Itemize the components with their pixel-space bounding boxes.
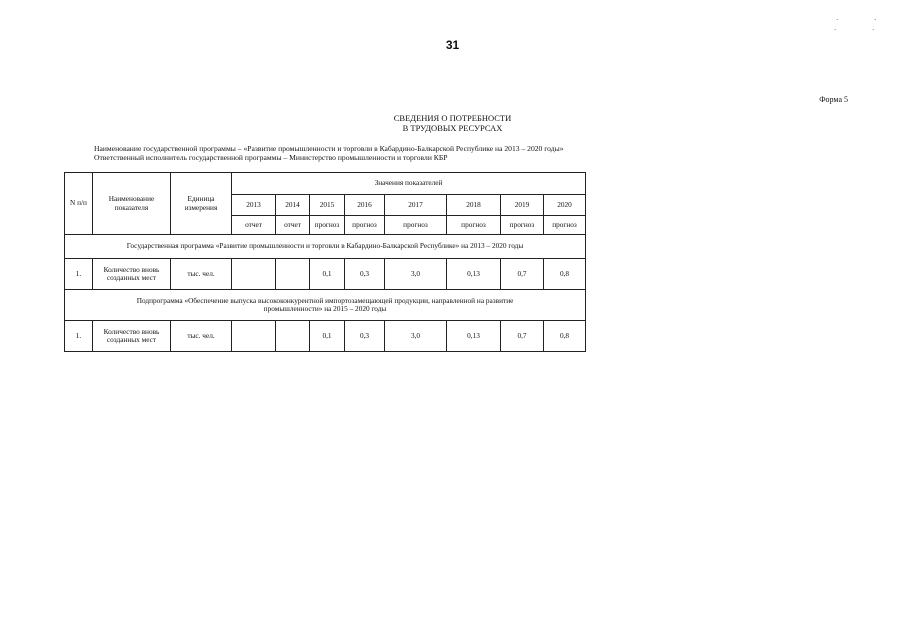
scan-speck: · bbox=[872, 26, 875, 34]
header-type: прогноз bbox=[345, 216, 385, 235]
section-program-title: Государственная программа «Развитие промышленности и торговли в Кабардино-Балкарской Республике» на 2013 – 2020 годы bbox=[65, 235, 586, 259]
row-unit: тыс. чел. bbox=[171, 321, 232, 352]
subprogram-title-line-1: Подпрограмма «Обеспечение выпуска высококонкурентной импортозамещающей продукции, направленной на развитие bbox=[136, 295, 514, 305]
row-value bbox=[232, 259, 276, 290]
header-year: 2014 bbox=[276, 195, 310, 216]
title-line-1: СВЕДЕНИЯ О ПОТРЕБНОСТИ bbox=[393, 113, 512, 123]
header-year: 2019 bbox=[501, 195, 544, 216]
section-subprogram-title bbox=[65, 290, 586, 321]
header-row-1 bbox=[65, 173, 586, 195]
row-value: 0,8 bbox=[544, 321, 586, 352]
row-value: 0,13 bbox=[447, 321, 501, 352]
header-unit: Единица измерения bbox=[171, 173, 232, 235]
row-value: 0,7 bbox=[501, 321, 544, 352]
header-year: 2018 bbox=[447, 195, 501, 216]
section-row-subprogram bbox=[65, 290, 586, 321]
program-name-line: Наименование государственной программы – «Развитие промышленности и торговли в Кабардино-Балкарской Республике на 2013 – 2020 годы» bbox=[94, 144, 564, 153]
table-row bbox=[65, 259, 586, 290]
header-year: 2013 bbox=[232, 195, 276, 216]
executor-line: Ответственный исполнитель государственной программы – Министерство промышленности и торговли КБР bbox=[94, 153, 448, 162]
header-type: прогноз bbox=[544, 216, 586, 235]
header-indicator: Наименование показателя bbox=[93, 173, 171, 235]
scan-speck: · bbox=[836, 16, 839, 24]
header-year: 2020 bbox=[544, 195, 586, 216]
row-value: 0,8 bbox=[544, 259, 586, 290]
row-value: 3,0 bbox=[385, 259, 447, 290]
row-value: 0,13 bbox=[447, 259, 501, 290]
header-type: прогноз bbox=[385, 216, 447, 235]
row-indicator: Количество вновь созданных мест bbox=[93, 321, 171, 352]
header-values-group: Значения показателей bbox=[232, 173, 586, 195]
subprogram-title-line-2: промышленности» на 2015 – 2020 годы bbox=[263, 304, 387, 313]
form-label: Форма 5 bbox=[819, 95, 848, 104]
row-num: 1. bbox=[65, 321, 93, 352]
row-value: 3,0 bbox=[385, 321, 447, 352]
header-year: 2017 bbox=[385, 195, 447, 216]
header-type: прогноз bbox=[310, 216, 345, 235]
header-year: 2015 bbox=[310, 195, 345, 216]
labor-resources-table bbox=[64, 172, 586, 352]
row-value: 0,1 bbox=[310, 259, 345, 290]
page-number: 31 bbox=[445, 38, 460, 52]
section-row-program bbox=[65, 235, 586, 259]
header-type: отчет bbox=[276, 216, 310, 235]
row-value: 0,1 bbox=[310, 321, 345, 352]
row-value: 0,3 bbox=[345, 259, 385, 290]
row-value bbox=[276, 259, 310, 290]
row-num: 1. bbox=[65, 259, 93, 290]
table-row bbox=[65, 321, 586, 352]
scan-speck: · bbox=[834, 26, 837, 34]
row-unit: тыс. чел. bbox=[171, 259, 232, 290]
title-line-2: В ТРУДОВЫХ РЕСУРСАХ bbox=[402, 123, 503, 133]
row-value: 0,3 bbox=[345, 321, 385, 352]
header-year: 2016 bbox=[345, 195, 385, 216]
row-value bbox=[276, 321, 310, 352]
row-value bbox=[232, 321, 276, 352]
header-type: отчет bbox=[232, 216, 276, 235]
row-indicator: Количество вновь созданных мест bbox=[93, 259, 171, 290]
row-value: 0,7 bbox=[501, 259, 544, 290]
header-type: прогноз bbox=[447, 216, 501, 235]
header-num: N п/п bbox=[65, 173, 93, 235]
scan-speck: · bbox=[874, 16, 877, 24]
document-title bbox=[0, 113, 905, 133]
header-type: прогноз bbox=[501, 216, 544, 235]
